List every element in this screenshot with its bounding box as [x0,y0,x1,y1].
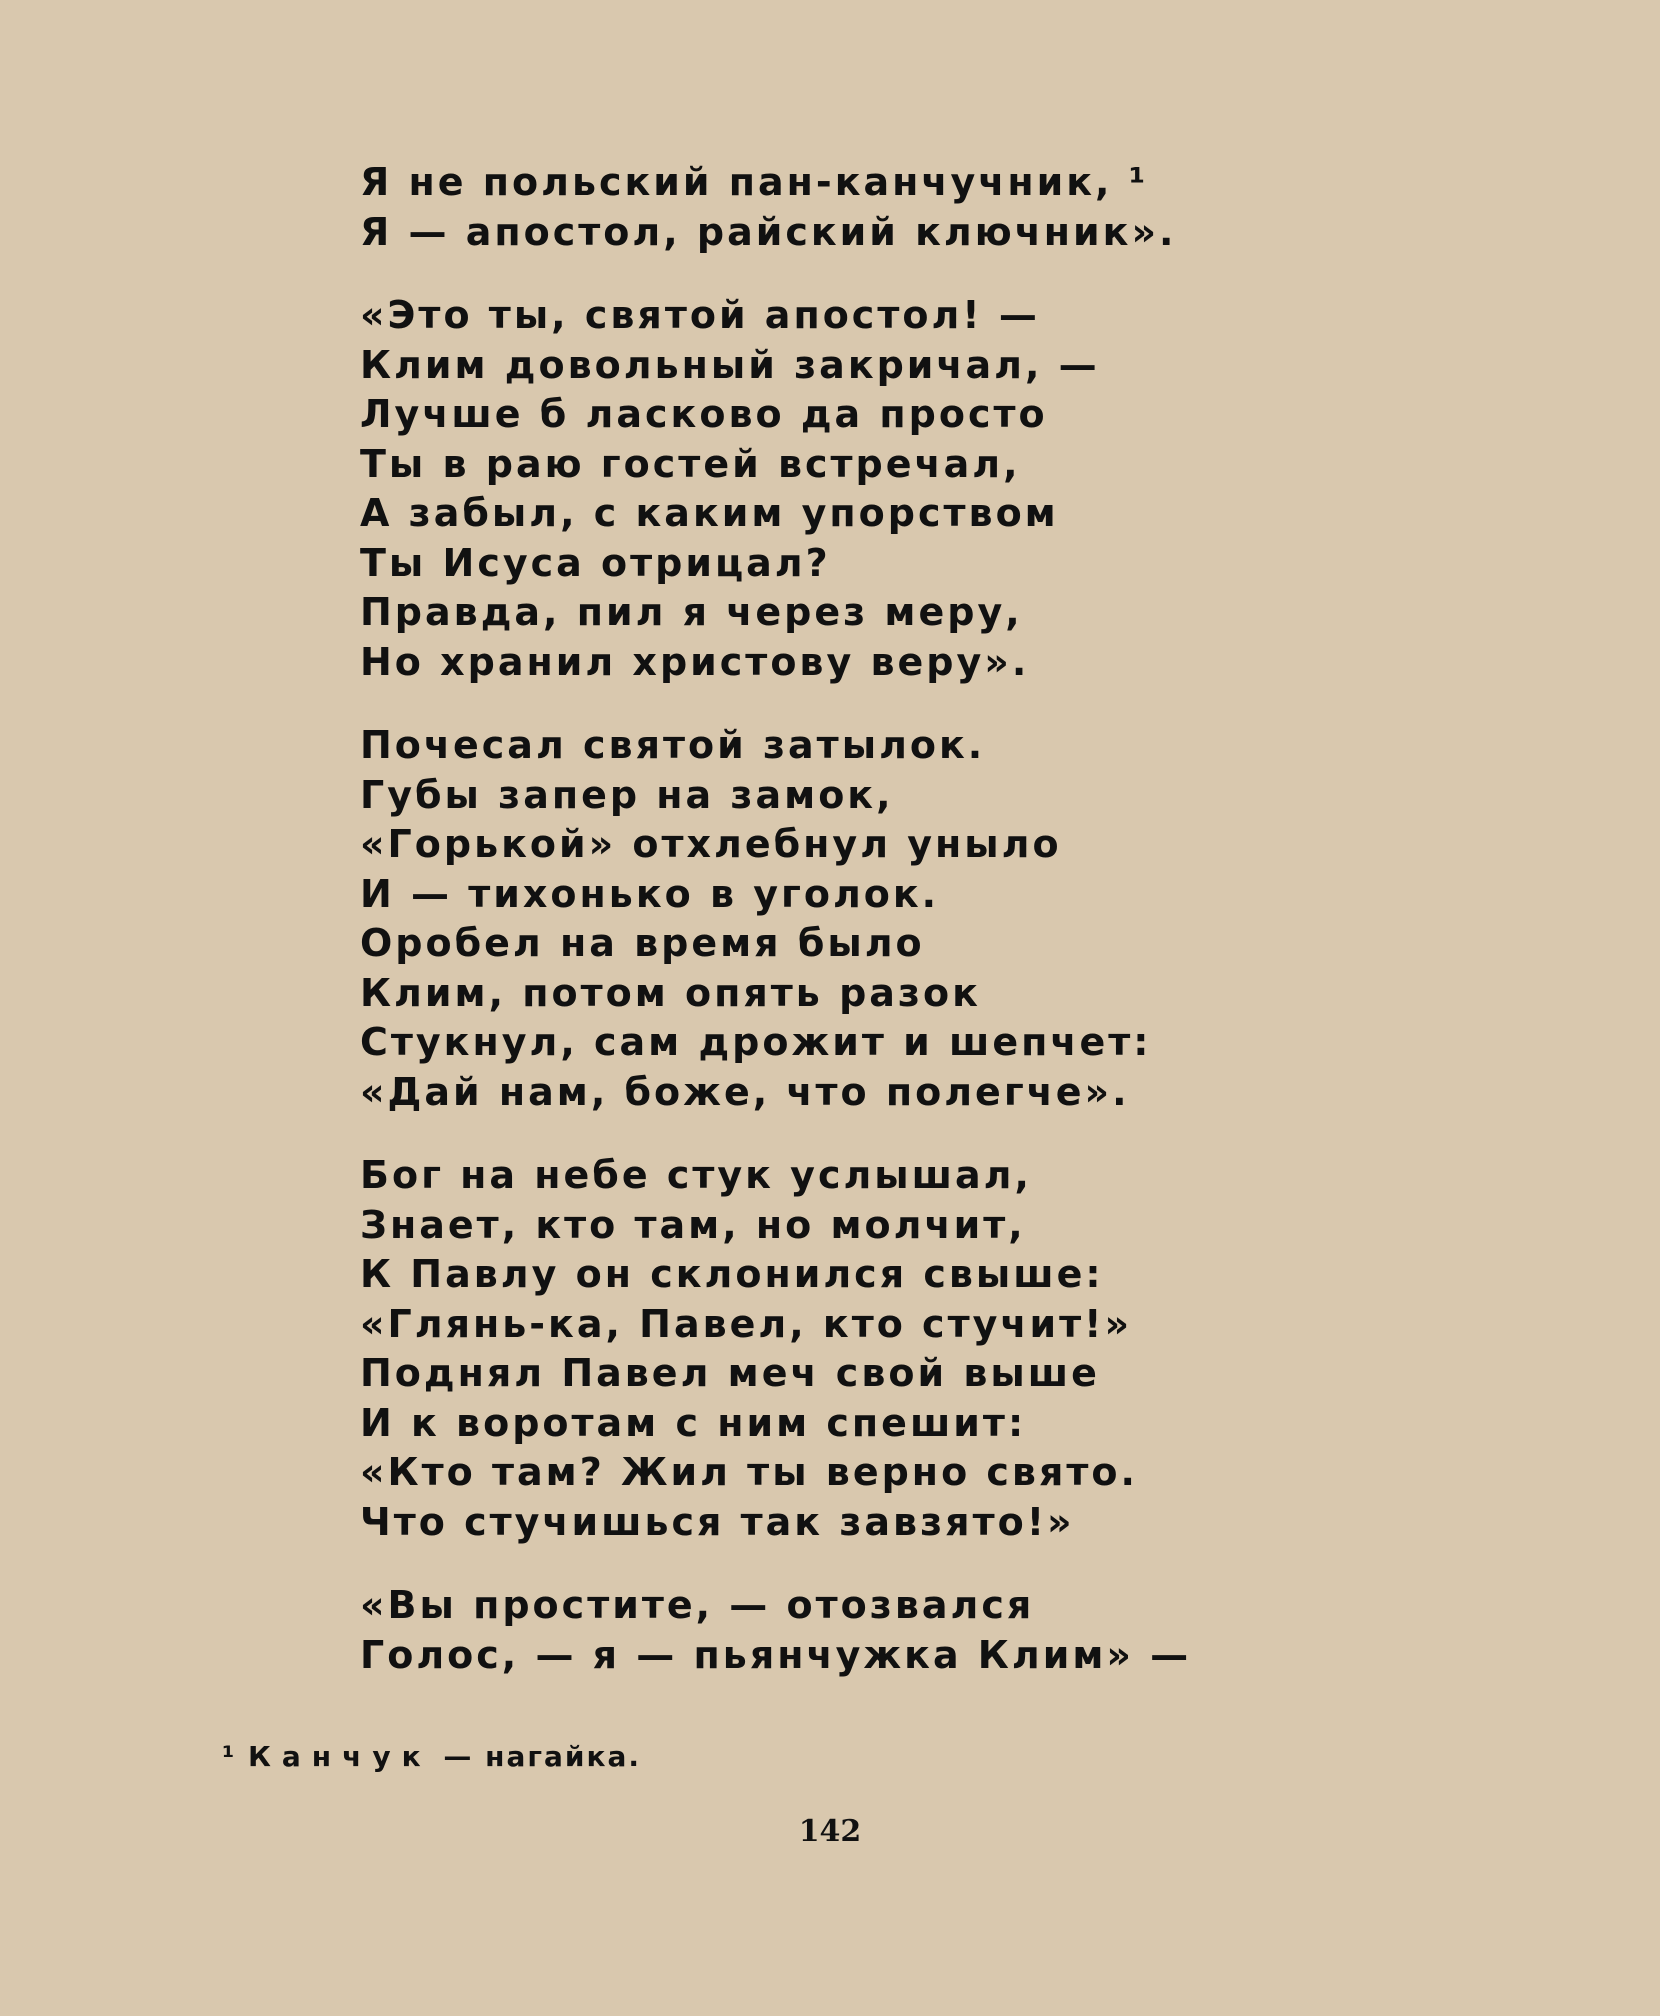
poem-line: Губы запер на замок, [360,772,894,817]
footnote-definition: — нагайка. [443,1740,642,1773]
footnote-term: Канчук [248,1740,432,1773]
stanza [360,721,1340,1117]
poem-line: Голос, — я — пьянчужка Клим» — [360,1632,1192,1677]
poem-line: «Глянь-ка, Павел, кто стучит!» [360,1301,1132,1346]
poem-line: К Павлу он склонился свыше: [360,1252,1104,1296]
poem-line: Ты в раю гостей встречал, [360,441,1021,486]
poem-line: Что стучишься так завзято!» [360,1499,1075,1544]
poem-line: Но хранил христову веру». [360,639,1030,684]
footnote-marker: ¹ [222,1740,237,1773]
poem-line: «Вы простите, — отозвался [360,1583,1035,1627]
poem-line: Оробел на время было [360,921,925,965]
poem-line: Клим довольный закричал, — [360,342,1100,387]
poem-line: Поднял Павел меч свой выше [360,1351,1100,1395]
footnote [222,1740,641,1773]
poem-line: Клим, потом опять разок [360,970,981,1015]
stanza [360,158,1340,257]
poem-line: Бог на небе стук услышал, [360,1153,1032,1197]
poem-line: Правда, пил я через меру, [360,590,1023,634]
poem-line: Знает, кто там, но молчит, [360,1202,1026,1247]
poem-line: Я — апостол, райский ключник». [360,209,1177,254]
poem-line: «Дай нам, боже, что полегче». [360,1069,1130,1114]
poem-line: Стукнул, сам дрожит и шепчет: [360,1020,1152,1064]
poem-line: «Горькой» отхлебнул уныло [360,822,1062,866]
poem-line: Ты Исуса отрицал? [360,540,831,585]
poem-line: «Кто там? Жил ты верно свято. [360,1450,1138,1494]
stanza [360,291,1340,687]
poem-line: Я не польский пан-канчучник, ¹ [360,160,1149,204]
page-number: 142 [798,1814,862,1849]
poem-line: Лучше б ласково да просто [360,392,1048,436]
poem-line: «Это ты, святой апостол! — [360,293,1040,337]
poem-line: И к воротам с ним спешит: [360,1400,1027,1445]
poem-line: А забыл, с каким упорством [360,491,1059,535]
poem-line: Почесал святой затылок. [360,723,986,767]
poem-text [360,158,1340,1714]
stanza [360,1151,1340,1547]
stanza [360,1581,1340,1680]
poem-line: И — тихонько в уголок. [360,871,940,916]
